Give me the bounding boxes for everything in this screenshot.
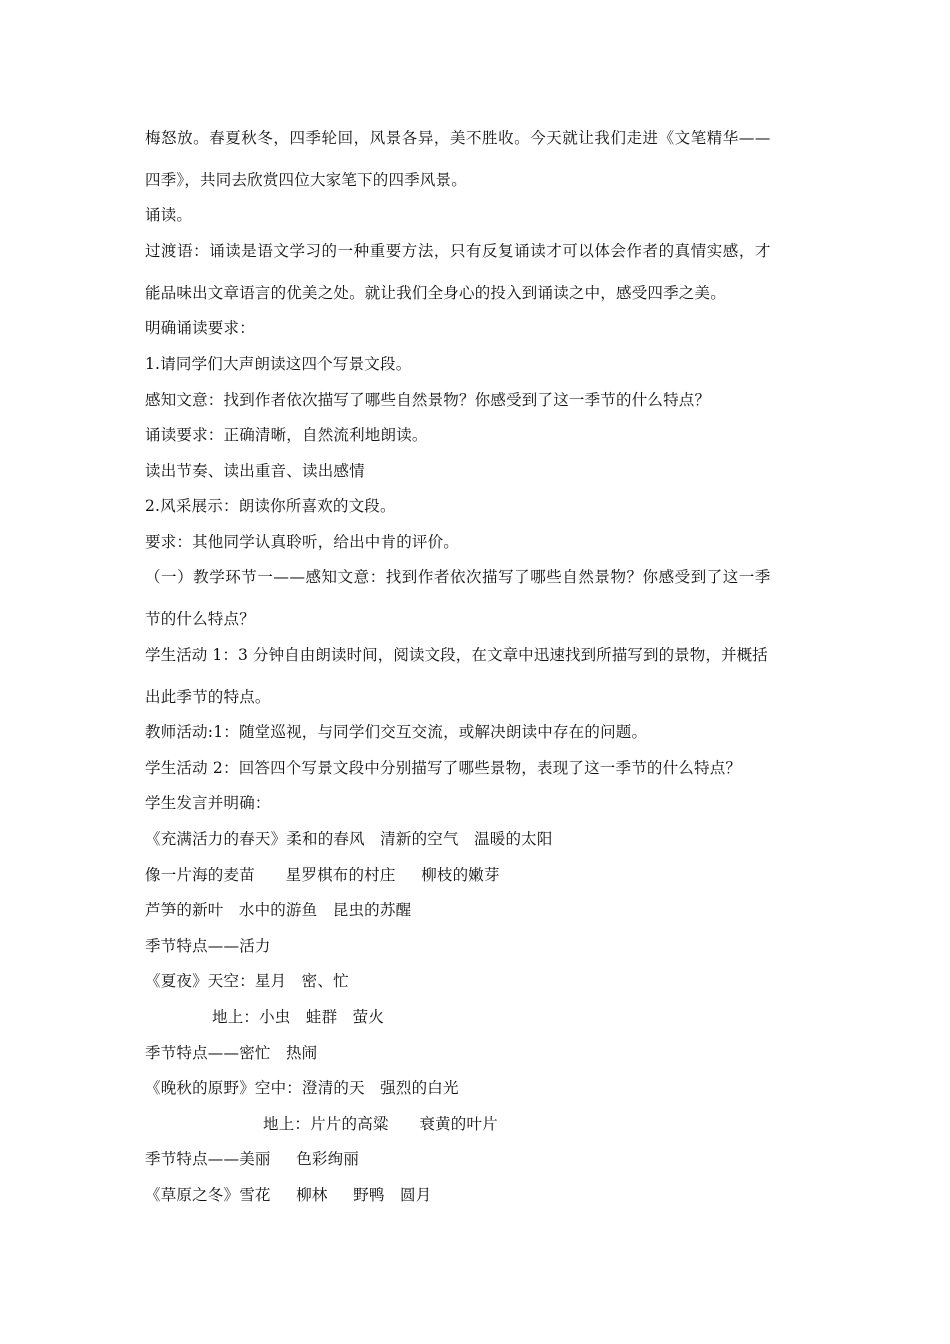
text-line: 学生活动 1：3 分钟自由朗读时间，阅读文段，在文章中迅速找到所描写到的景物，并概括 — [145, 646, 768, 664]
text-line: 过渡语：诵读是语文学习的一种重要方法，只有反复诵读才可以体会作者的真情实感，才 — [145, 242, 771, 260]
text-line: 2.风采展示：朗读你所喜欢的文段。 — [145, 497, 396, 515]
text-line: 感知文意：找到作者依次描写了哪些自然景物？你感受到了这一季节的什么特点？ — [145, 391, 711, 409]
text-line: 季节特点——美丽 色彩绚丽 — [145, 1150, 360, 1168]
text-line: 诵读要求：正确清晰，自然流利地朗读。 — [145, 426, 428, 444]
text-line: 季节特点——活力 — [145, 937, 271, 955]
text-line: 《充满活力的春天》柔和的春风 清新的空气 温暖的太阳 — [145, 830, 553, 848]
text-line: 出此季节的特点。 — [145, 688, 271, 706]
text-line: （一）教学环节一——感知文意：找到作者依次描写了哪些自然景物？你感受到了这一季 — [145, 568, 771, 586]
text-line: 学生发言并明确： — [145, 794, 271, 812]
text-line: 教师活动:1：随堂巡视，与同学们交互交流，或解决朗读中存在的问题。 — [145, 723, 648, 741]
text-line: 能品味出文章语言的优美之处。就让我们全身心的投入到诵读之中，感受四季之美。 — [145, 284, 726, 302]
text-line: 《晚秋的原野》空中：澄清的天 强烈的白光 — [145, 1079, 459, 1097]
text-line: 地上：片片的高粱 衰黄的叶片 — [263, 1115, 498, 1133]
text-line: 要求：其他同学认真聆听，给出中肯的评价。 — [145, 533, 460, 551]
text-line: 像一片海的麦苗 星罗棋布的村庄 柳枝的嫩芽 — [145, 866, 500, 884]
text-line: 四季》，共同去欣赏四位大家笔下的四季风景。 — [145, 171, 467, 189]
text-line: 1.请同学们大声朗读这四个写景文段。 — [145, 355, 412, 373]
text-line: 《夏夜》天空：星月 密、忙 — [145, 972, 349, 990]
text-line: 节的什么特点？ — [145, 610, 255, 628]
text-line: 读出节奏、读出重音、读出感情 — [145, 462, 365, 480]
text-line: 诵读。 — [145, 206, 193, 224]
text-line: 学生活动 2：回答四个写景文段中分别描写了哪些景物，表现了这一季节的什么特点？ — [145, 759, 742, 777]
text-line: 地上：小虫 蛙群 萤火 — [212, 1008, 385, 1026]
text-line: 梅怒放。春夏秋冬，四季轮回，风景各异，美不胜收。今天就让我们走进《文笔精华—— — [145, 129, 771, 147]
text-line: 明确诵读要求： — [145, 319, 255, 337]
text-line: 《草原之冬》雪花 柳林 野鸭 圆月 — [145, 1186, 432, 1204]
text-line: 季节特点——密忙 热闹 — [145, 1044, 318, 1062]
text-line: 芦笋的新叶 水中的游鱼 昆虫的苏醒 — [145, 901, 412, 919]
